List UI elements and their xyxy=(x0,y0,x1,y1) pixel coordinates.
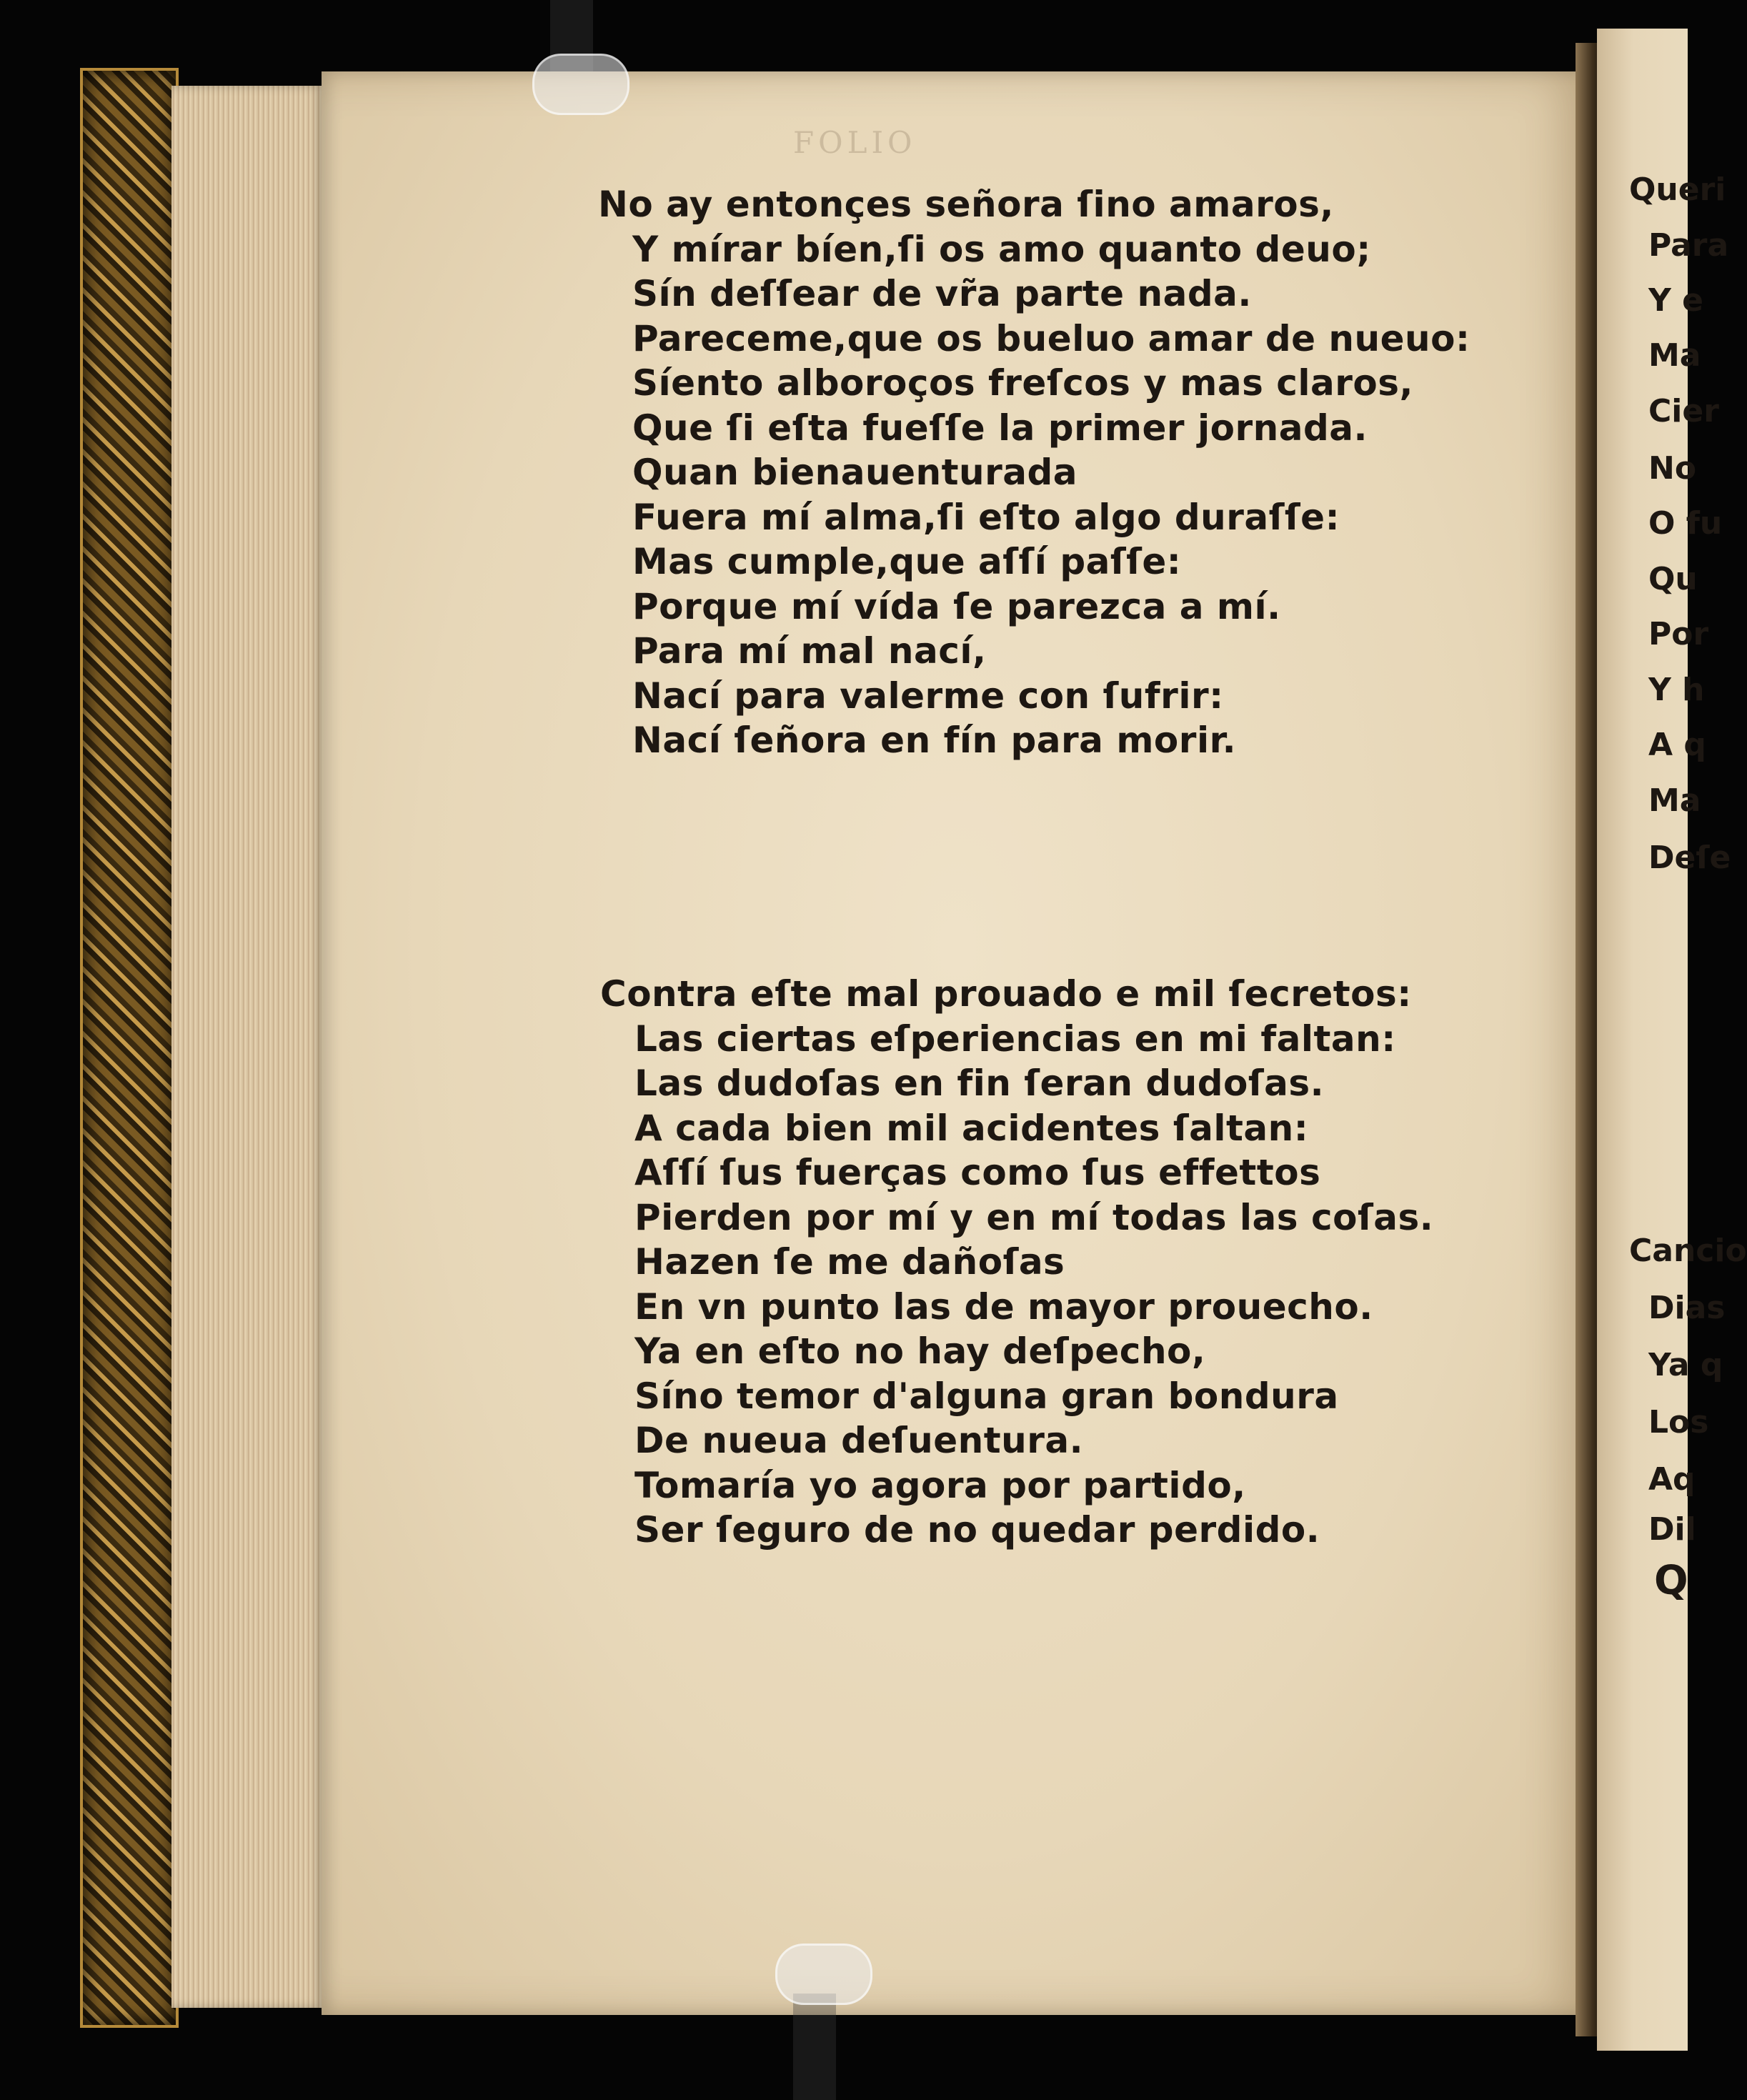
right-fragment: Y h xyxy=(1648,672,1705,708)
right-fragment: No xyxy=(1648,450,1697,487)
right-fragment: O fu xyxy=(1648,505,1723,542)
verse-line: Síno temor d'alguna gran bondura xyxy=(634,1375,1339,1417)
verse-line: Las dudoſas en fin ſeran dudoſas. xyxy=(634,1063,1325,1104)
verse-line: Quan bienauenturada xyxy=(632,452,1078,493)
right-fragment: Deſe xyxy=(1648,840,1731,876)
page-clip xyxy=(532,54,629,115)
verse-line: Ya en eſto no hay deſpecho, xyxy=(634,1330,1206,1372)
right-fragment: Ma xyxy=(1648,782,1701,819)
verse-line: Para mí mal nací, xyxy=(632,630,987,672)
right-page xyxy=(1597,29,1747,2051)
page-clip-strap xyxy=(793,1994,836,2100)
verse-line: Las ciertas eſperiencias en mi faltan: xyxy=(634,1017,1396,1060)
verse-line: A cada bien mil acidentes ſaltan: xyxy=(634,1107,1309,1149)
verse-line: Hazen ſe me dañoſas xyxy=(634,1241,1065,1283)
right-fragment: Q xyxy=(1654,1558,1688,1604)
verse-line: Fuera mí alma,ſi eſto algo duraſſe: xyxy=(632,496,1340,538)
stanza-1 xyxy=(598,182,1470,763)
verse-line: En vn punto las de mayor prouecho. xyxy=(634,1285,1373,1328)
verse-line: Tomaría yo agora por partido, xyxy=(634,1464,1246,1506)
verse-line: Que ſi eſta fueſſe la primer jornada. xyxy=(632,407,1368,449)
verse-line: Nací ſeñora en fín para morir. xyxy=(632,720,1237,761)
right-fragment: Dil xyxy=(1648,1511,1696,1548)
page-block-edge xyxy=(171,86,325,2008)
verse-line: Sín deſſear de vr̃a parte nada. xyxy=(632,273,1252,314)
right-fragment: Qu xyxy=(1648,561,1698,597)
running-head: FOLIO xyxy=(793,125,917,160)
verse-line: Ser ſeguro de no quedar perdido. xyxy=(634,1509,1320,1551)
verse-line: Porque mí vída ſe parezca a mí. xyxy=(632,585,1281,627)
book-cover-edge xyxy=(80,68,179,2028)
right-fragment: Cier xyxy=(1648,393,1719,429)
right-fragment: Por xyxy=(1648,616,1709,652)
right-fragment: Ma xyxy=(1648,337,1701,374)
verse-line: Nací para valerme con ſufrir: xyxy=(632,675,1224,717)
verse-line: Pierden por mí y en mí todas las coſas. xyxy=(634,1196,1434,1238)
right-fragment: Queri xyxy=(1629,171,1726,208)
stanza-2 xyxy=(600,972,1434,1553)
verse-line: Contra eſte mal prouado e mil ſecretos: xyxy=(600,973,1412,1015)
verse-line: Mas cumple,que aſſí paſſe: xyxy=(632,541,1182,582)
right-fragment: Dias xyxy=(1648,1290,1726,1326)
right-fragment: Cancio xyxy=(1629,1233,1747,1269)
verse-line: Aſſí ſus fuerças como ſus effettos xyxy=(634,1152,1321,1193)
verse-line: Y mírar bíen,ſi os amo quanto deuo; xyxy=(632,228,1371,270)
right-fragment: Los xyxy=(1648,1404,1709,1440)
verse-line: No ay entonçes señora ſino amaros, xyxy=(598,184,1334,225)
right-fragment: Aq xyxy=(1648,1461,1696,1498)
right-fragment: Y e xyxy=(1648,282,1704,319)
page-clip xyxy=(775,1944,872,2005)
right-fragment: Ya q xyxy=(1648,1347,1723,1383)
verse-line: Pareceme,que os bueluo amar de nueuo: xyxy=(632,317,1470,359)
right-fragment: A q xyxy=(1648,727,1706,763)
right-fragment: Para xyxy=(1648,227,1729,264)
verse-line: De nueua deſuentura. xyxy=(634,1420,1084,1461)
verse-line: Síento alboroços freſcos y mas claros, xyxy=(632,362,1414,404)
